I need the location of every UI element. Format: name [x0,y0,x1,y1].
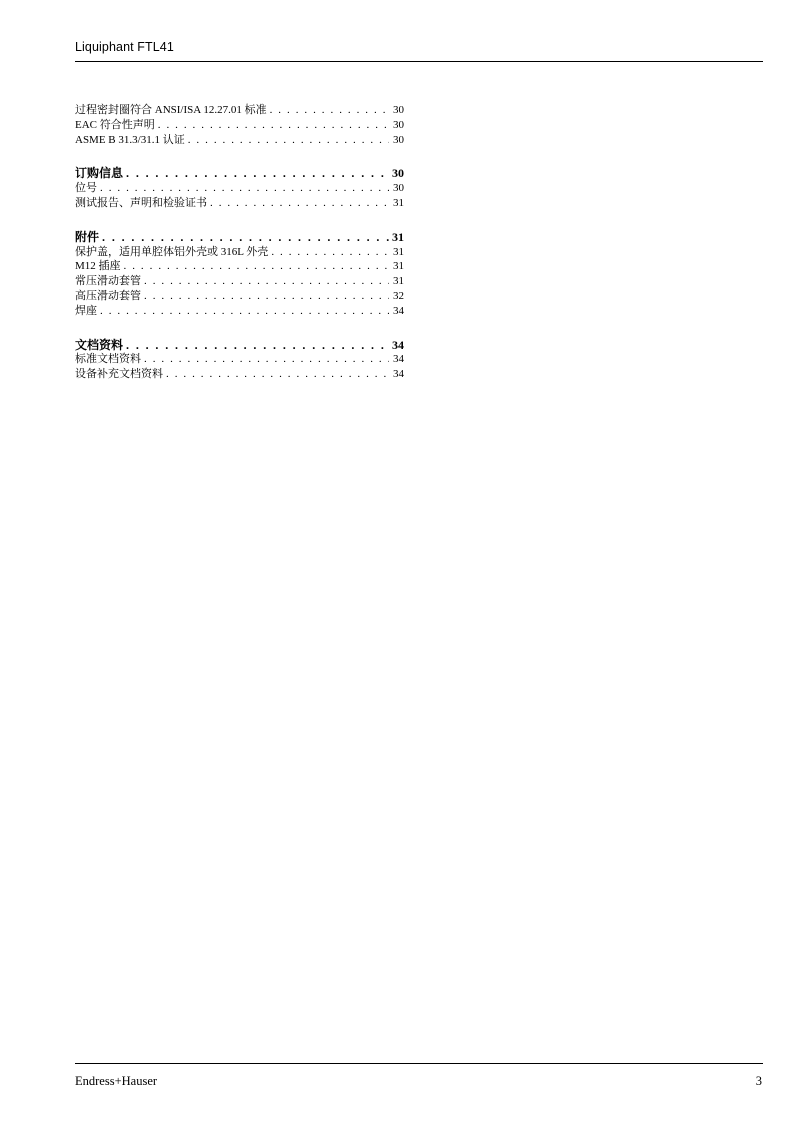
page-number: 3 [755,1074,762,1088]
toc-entry-page: 31 [393,275,404,288]
toc-entry[interactable] [75,181,404,196]
toc-entry[interactable] [75,304,404,319]
toc-heading-label: 附件 [75,229,100,244]
toc-entry-label: ASME B 31.3/31.1 认证 [75,133,185,146]
toc-entry-label: 保护盖，适用单腔体铝外壳或 316L 外壳 [75,245,269,258]
toc-entry-page: 30 [393,133,404,146]
toc-entry-label: 高压滑动套管 [75,289,141,302]
toc-entry-label: 标准文档资料 [75,353,141,366]
dot-leader [97,304,389,319]
toc-section [75,103,404,147]
toc-heading[interactable] [75,338,404,353]
toc-heading[interactable] [75,166,404,181]
toc-entry-page: 34 [393,353,404,366]
toc-section [75,230,404,319]
toc-entry[interactable] [75,103,404,118]
header-divider [75,61,763,62]
toc-heading-page: 30 [392,166,404,181]
toc-entry[interactable] [75,259,404,274]
toc-entry[interactable] [75,367,404,382]
toc-entry-label: EAC 符合性声明 [75,118,155,131]
toc-section [75,166,404,210]
toc-heading-label: 订购信息 [75,166,124,181]
toc-entry-page: 32 [393,289,404,302]
toc-entry[interactable] [75,118,404,133]
dot-leader [185,133,389,148]
dot-leader [155,118,389,133]
toc-entry-label: M12 插座 [75,260,121,273]
toc-entry-label: 测试报告、声明和检验证书 [75,196,207,209]
toc-entry[interactable] [75,274,404,289]
dot-leader [268,245,389,260]
toc-entry-page: 30 [393,104,404,116]
toc-entry-label: 位号 [75,182,97,195]
toc-entry[interactable] [75,245,404,260]
dot-leader [267,103,389,118]
dot-leader [163,367,389,382]
toc-heading[interactable] [75,230,404,245]
toc-section [75,338,404,382]
toc-entry-page: 31 [393,245,404,258]
toc-entry-page: 30 [393,118,404,131]
toc-entry-page: 34 [393,304,404,317]
toc-entry[interactable] [75,133,404,148]
table-of-contents [75,103,404,401]
toc-entry-label: 设备补充文档资料 [75,368,163,381]
toc-entry[interactable] [75,289,404,304]
footer-divider [75,1063,763,1064]
toc-entry-page: 34 [393,368,404,381]
dot-leader [141,352,389,367]
dot-leader [99,230,389,245]
toc-entry-label: 常压滑动套管 [75,275,141,288]
toc-entry-label: 焊座 [75,304,97,317]
toc-entry-label: 过程密封圈符合 ANSI/ISA 12.27.01 标准 [75,104,267,116]
document-title: Liquiphant FTL41 [75,40,174,54]
toc-heading-label: 文档资料 [75,337,124,352]
toc-entry-page: 30 [393,182,404,195]
toc-entry[interactable] [75,352,404,367]
toc-entry-page: 31 [393,196,404,209]
toc-heading-page: 34 [392,337,404,352]
toc-heading-page: 31 [392,229,404,244]
footer-brand: Endress+Hauser [75,1074,158,1088]
toc-entry-page: 31 [393,260,404,273]
dot-leader [123,166,389,181]
dot-leader [207,196,389,211]
dot-leader [141,274,389,289]
toc-entry[interactable] [75,196,404,211]
dot-leader [141,289,389,304]
dot-leader [97,181,389,196]
dot-leader [121,259,389,274]
dot-leader [123,338,389,353]
